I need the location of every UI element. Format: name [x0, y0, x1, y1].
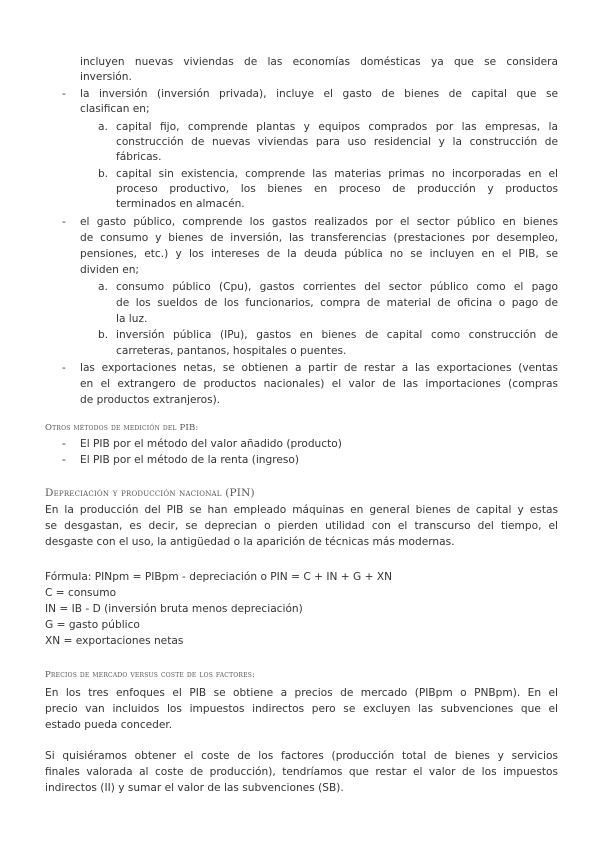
- text-line: estado pueda conceder.: [45, 719, 173, 731]
- text-line: finales valorada al coste de producción), tendríamos que restar el valor de los impuestos: [45, 766, 558, 778]
- section-heading: Otros métodos de medición del PIB:: [45, 423, 199, 433]
- text-line: desgaste con el uso, la antigüedad o la aparición de técnicas más modernas.: [45, 536, 455, 548]
- list-label: b.: [98, 168, 109, 180]
- bullet-dash: -: [62, 362, 66, 374]
- text-line: capital fijo, comprende plantas y equipos comprados por las empresas, la: [116, 121, 558, 133]
- text-line: de los sueldos de los funcionarios, compra de material de oficina o pago de: [116, 297, 558, 309]
- text-line: de consumo y bienes de inversión, las transferencias (prestaciones por desempleo,: [80, 232, 558, 244]
- formula-line: XN = exportaciones netas: [45, 635, 184, 647]
- formula-line: C = consumo: [45, 587, 117, 599]
- text-line: fábricas.: [116, 151, 162, 163]
- list-label: a.: [98, 281, 108, 293]
- bullet-dash: -: [62, 216, 66, 228]
- list-item: El PIB por el método del valor añadido (producto): [80, 438, 342, 450]
- text-line: pensiones, etc.) y los intereses de la deuda pública no se incluyen en el PIB, se: [80, 248, 558, 260]
- text-line: inversión.: [80, 71, 132, 83]
- text-line: el gasto público, comprende los gastos realizados por el sector público en bienes: [80, 216, 558, 228]
- text-line: indirectos (II) y sumar el valor de las subvenciones (SB).: [45, 782, 344, 794]
- text-line: la luz.: [116, 313, 148, 325]
- formula-line: IN = IB - D (inversión bruta menos depreciación): [45, 603, 303, 615]
- text-line: dividen en;: [80, 264, 140, 276]
- text-line: proceso productivo, los bienes en proceso de producción y productos: [116, 183, 558, 195]
- formula-line: G = gasto público: [45, 619, 140, 631]
- text-line: terminados en almacén.: [116, 198, 245, 210]
- text-line: de productos extranjeros).: [80, 394, 221, 406]
- text-line: En los tres enfoques el PIB se obtiene a precios de mercado (PIBpm o PNBpm). En el: [45, 687, 558, 699]
- text-line: capital sin existencia, comprende las materias primas no incorporadas en el: [116, 168, 558, 180]
- list-item: El PIB por el método de la renta (ingreso): [80, 454, 300, 466]
- text-line: incluyen nuevas viviendas de las economías domésticas ya que se considera: [80, 56, 558, 68]
- list-label: b.: [98, 329, 109, 341]
- text-line: En la producción del PIB se han empleado máquinas en general bienes de capital y estas: [45, 504, 558, 516]
- bullet-dash: -: [62, 438, 66, 450]
- formula-line: Fórmula: PINpm = PIBpm - depreciación o PIN = C + IN + G + XN: [45, 571, 393, 583]
- text-line: se desgastan, es decir, se deprecian o pierden utilidad con el transcurso del tiempo, el: [45, 520, 558, 532]
- list-label: a.: [98, 121, 108, 133]
- text-line: carreteras, pantanos, hospitales o puentes.: [116, 345, 347, 357]
- text-line: en el extrangero de productos nacionales) el valor de las importaciones (compras: [80, 378, 558, 390]
- bullet-dash: -: [62, 88, 66, 100]
- text-line: clasifican en;: [80, 103, 150, 115]
- text-line: construcción de nuevas viviendas para uso residencial y la construcción de: [116, 136, 558, 148]
- text-line: la inversión (inversión privada), incluye el gasto de bienes de capital que se: [80, 88, 558, 100]
- text-line: inversión pública (IPu), gastos en bienes de capital como construcción de: [116, 329, 558, 341]
- bullet-dash: -: [62, 454, 66, 466]
- section-heading: Precios de mercado versus coste de los factores:: [45, 670, 256, 680]
- text-line: consumo público (Cpu), gastos corrientes del sector público como el pago: [116, 281, 558, 293]
- text-line: las exportaciones netas, se obtienen a partir de restar a las exportaciones (ventas: [80, 362, 558, 374]
- text-line: precio van incluidos los impuestos indirectos pero se excluyen las subvenciones que el: [45, 703, 558, 715]
- section-heading: Depreciación y producción nacional (PIN): [45, 487, 255, 499]
- text-line: Si quisiéramos obtener el coste de los factores (producción total de bienes y servicios: [45, 750, 558, 762]
